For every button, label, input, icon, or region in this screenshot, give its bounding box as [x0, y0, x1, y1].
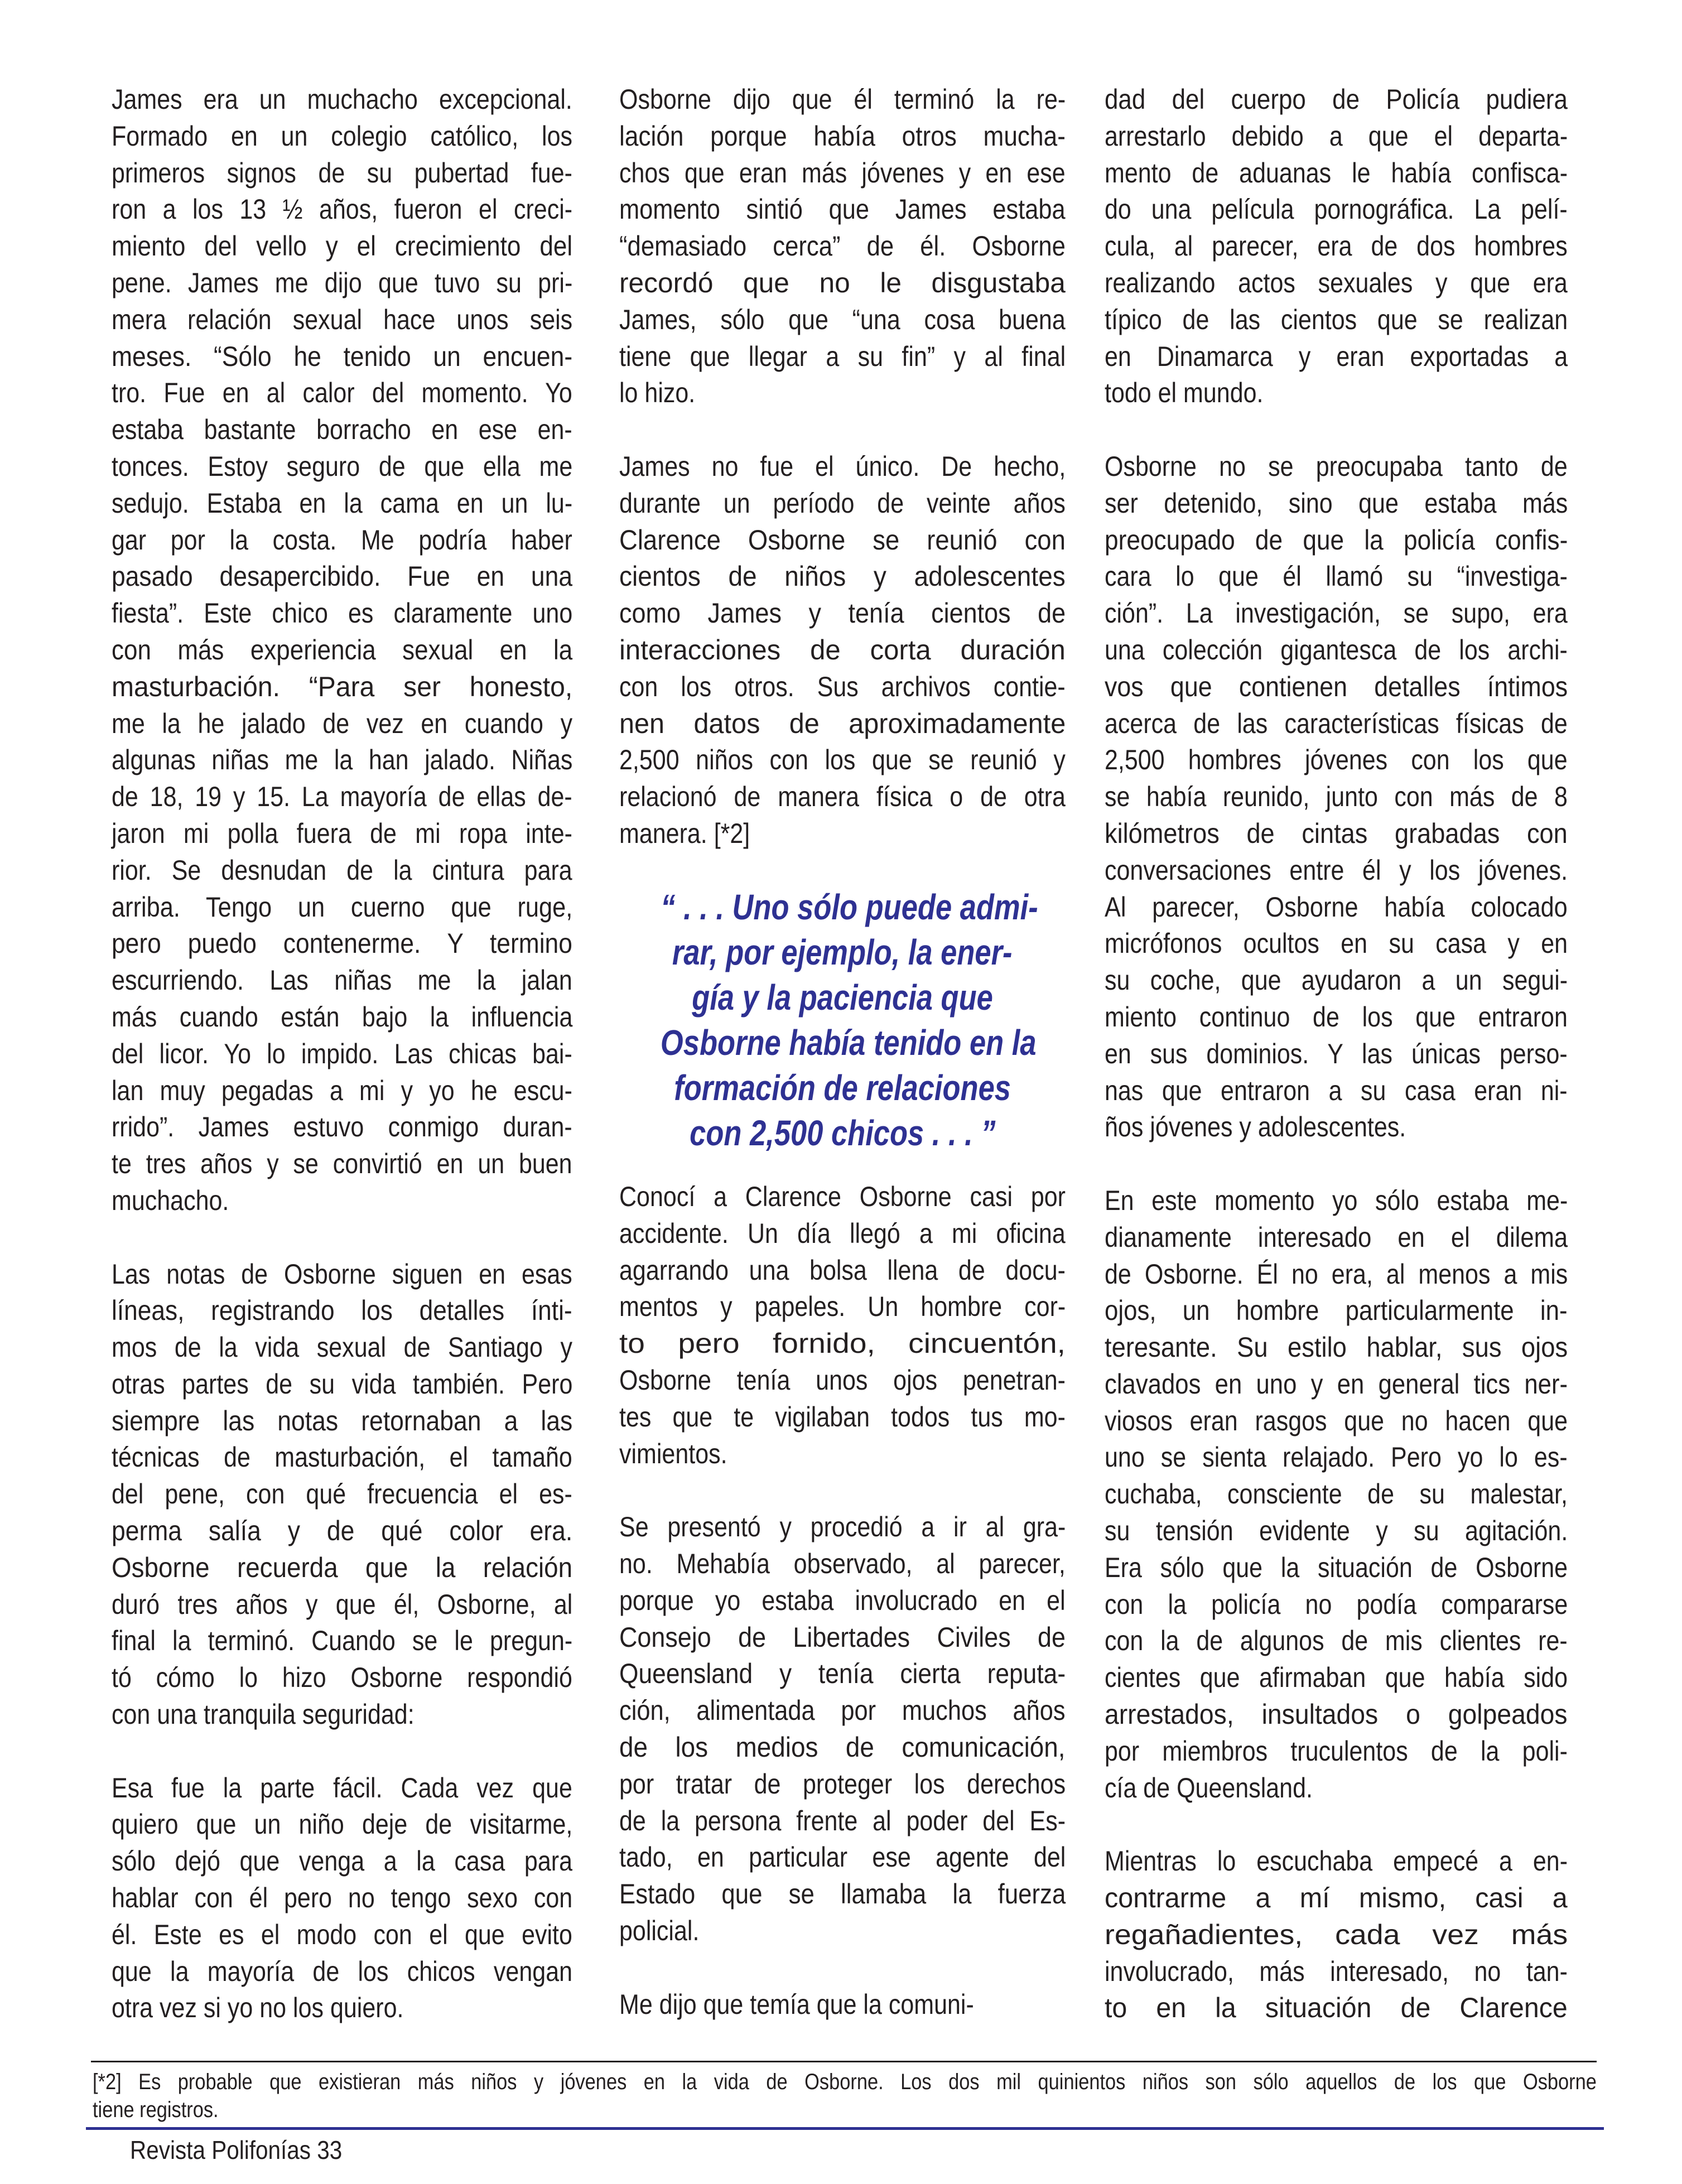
text-line: ojos, un hombre particularmente in- — [1105, 1295, 1568, 1327]
pull-quote-line — [619, 885, 1066, 930]
text-line: con la policía no podía compararse — [1105, 1588, 1568, 1620]
footer-publication-title: Revista Polifonías 33 — [130, 2135, 343, 2164]
paragraph — [112, 1256, 572, 1733]
text-line: otras partes de su vida también. Pero — [112, 1368, 573, 1400]
text-line: James era un muchacho excepcional. — [112, 84, 572, 115]
text-line: cula, al parecer, era de dos hombres — [1105, 230, 1568, 262]
text-line: miento continuo de los que entraron — [1105, 1001, 1568, 1033]
text-line: James, sólo que “una cosa buena — [619, 303, 1066, 335]
text-line: cientos de niños y adolescentes — [619, 561, 1066, 592]
text-line: su tensión evidente y su agitación. — [1105, 1515, 1568, 1547]
text-line: por tratar de proteger los derechos — [619, 1768, 1066, 1800]
column-1 — [112, 81, 572, 2064]
column-3 — [1105, 81, 1568, 2064]
text-line: como James y tenía cientos de — [619, 597, 1066, 629]
text-line: pero puedo contenerme. Y termino — [112, 928, 572, 960]
paragraph — [619, 1179, 1066, 1472]
pull-quote-line — [619, 1066, 1066, 1111]
text-line: viosos eran rasgos que no hacen que — [1105, 1405, 1568, 1436]
text-line: kilómetros de cintas grabadas con — [1105, 817, 1568, 849]
text-line: Las notas de Osborne siguen en esas — [112, 1258, 572, 1290]
pull-quote-line — [619, 1111, 1066, 1156]
text-line: dad del cuerpo de Policía pudiera — [1105, 84, 1568, 115]
text-line: miento del vello y el crecimiento del — [112, 230, 573, 262]
paragraph — [1105, 449, 1568, 1146]
text-line: Al parecer, Osborne había colocado — [1105, 891, 1568, 923]
column-2-continued — [619, 1179, 1066, 2060]
pull-quote — [619, 885, 1066, 1156]
text-line: En este momento yo sólo estaba me- — [1105, 1184, 1568, 1216]
text-line: Me dijo que temía que la comuni- — [619, 1988, 974, 2020]
text-line: preocupado de que la policía confis- — [1105, 524, 1568, 556]
text-line: en sus dominios. Y las únicas perso- — [1105, 1038, 1568, 1069]
text-line: con más experiencia sexual en la — [112, 634, 573, 666]
pull-quote-text: gía y la paciencia que — [692, 977, 993, 1018]
text-line: Esa fue la parte fácil. Cada vez que — [112, 1772, 572, 1804]
text-line: de los medios de comunicación, — [619, 1731, 1066, 1763]
text-line: sólo dejó que venga a la casa para — [112, 1845, 573, 1877]
text-line: Queensland y tenía cierta reputa- — [619, 1658, 1066, 1690]
text-line: tes que te vigilaban todos tus mo- — [619, 1401, 1066, 1433]
text-line: me la he jalado de vez en cuando y — [112, 707, 573, 739]
text-line: recordó que no le disgustaba — [619, 267, 1066, 298]
pull-quote-text: formación de relaciones — [674, 1068, 1011, 1108]
text-line: primeros signos de su pubertad fue- — [112, 157, 572, 189]
text-line: líneas, registrando los detalles ínti- — [112, 1295, 572, 1327]
text-line: del pene, con qué frecuencia el es- — [112, 1478, 572, 1510]
text-line: su coche, que ayudaron a un segui- — [1105, 965, 1568, 996]
footer-rule — [86, 2127, 1604, 2130]
text-line: con los otros. Sus archivos contie- — [619, 671, 1066, 702]
pull-quote-text: Osborne había tenido en la — [660, 1023, 1037, 1063]
text-line: James no fue el único. De hecho, — [619, 450, 1066, 482]
text-line: estaba bastante borracho en ese en- — [112, 414, 572, 446]
text-line: nen datos de aproximadamente — [619, 707, 1066, 739]
text-line: contrarme a mí mismo, casi a — [1105, 1882, 1568, 1914]
text-line: ción, alimentada por muchos años — [619, 1695, 1066, 1727]
text-line: meses. “Sólo he tenido un encuen- — [112, 340, 573, 372]
text-line: masturbación. “Para ser honesto, — [112, 671, 573, 702]
text-line: realizando actos sexuales y que era — [1105, 267, 1568, 298]
text-line: final la terminó. Cuando se le pregun- — [112, 1625, 573, 1657]
text-line: tonces. Estoy seguro de que ella me — [112, 450, 573, 482]
text-line: “demasiado cerca” de él. Osborne — [619, 230, 1066, 262]
text-line: él. Este es el modo con el que evito — [112, 1918, 572, 1950]
text-line: cientes que afirmaban que había sido — [1105, 1662, 1568, 1694]
pull-quote-text: rar, por ejemplo, la ener- — [672, 932, 1013, 972]
pull-quote-line — [619, 1020, 1066, 1066]
text-line: Formado en un colegio católico, los — [112, 120, 573, 152]
text-line: 2,500 niños con los que se reunió y — [619, 744, 1066, 776]
text-line: perma salía y de qué color era. — [112, 1515, 573, 1547]
footnote-separator-rule — [91, 2061, 1597, 2062]
text-line: cuchaba, consciente de su malestar, — [1105, 1478, 1568, 1510]
text-line: vimientos. — [619, 1438, 727, 1469]
text-line: relacionó de manera física o de otra — [619, 781, 1066, 813]
text-line: micrófonos ocultos en su casa y en — [1105, 928, 1568, 960]
text-line: pene. James me dijo que tuvo su pri- — [112, 267, 573, 298]
text-line: Osborne dijo que él terminó la re- — [619, 84, 1066, 115]
text-line: manera. [*2] — [619, 817, 750, 849]
text-line: jaron mi polla fuera de mi ropa inte- — [112, 817, 572, 849]
text-line: de la persona frente al poder del Es- — [619, 1805, 1066, 1836]
text-line: regañadientes, cada vez más — [1105, 1918, 1568, 1950]
text-line: accidente. Un día llegó a mi oficina — [619, 1217, 1066, 1249]
text-line: cía de Queensland. — [1105, 1772, 1313, 1804]
text-line: arrestados, insultados o golpeados — [1105, 1699, 1568, 1730]
text-line: otra vez si yo no los quiero. — [112, 1992, 404, 2024]
text-line: mera relación sexual hace unos seis — [112, 303, 573, 335]
text-line: lo hizo. — [619, 377, 696, 409]
text-line: durante un período de veinte años — [619, 487, 1066, 519]
text-line: uno se sienta relajado. Pero yo lo es- — [1105, 1441, 1568, 1473]
text-line: una colección gigantesca de los archi- — [1105, 634, 1568, 666]
text-line: acerca de las características físicas de — [1105, 707, 1568, 739]
text-line: Se presentó y procedió a ir al gra- — [619, 1511, 1066, 1543]
text-line: policial. — [619, 1915, 700, 1946]
text-line: chos que eran más jóvenes y en ese — [619, 157, 1066, 189]
footnote-line: tiene registros. — [93, 2098, 219, 2122]
paragraph — [1105, 1183, 1568, 1807]
text-line: interacciones de corta duración — [619, 634, 1066, 666]
text-line: momento sintió que James estaba — [619, 194, 1066, 225]
text-line: hablar con él pero no tengo sexo con — [112, 1882, 573, 1914]
text-line: involucrado, más interesado, no tan- — [1105, 1955, 1568, 1987]
footnote — [93, 2068, 1597, 2124]
text-line: teresante. Su estilo hablar, sus ojos — [1105, 1332, 1568, 1363]
text-line: agarrando una bolsa llena de docu- — [619, 1254, 1066, 1286]
text-line: dianamente interesado en el dilema — [1105, 1221, 1568, 1253]
text-line: más cuando están bajo la influencia — [112, 1001, 573, 1033]
text-line: Osborne recuerda que la relación — [112, 1551, 573, 1583]
text-line: arrestarlo debido a que el departa- — [1105, 120, 1568, 152]
text-line: cara lo que él llamó su “investiga- — [1105, 561, 1568, 592]
text-line: lación porque había otros mucha- — [619, 120, 1066, 152]
text-line: conversaciones entre él y los jóvenes. — [1105, 854, 1568, 886]
text-line: muchacho. — [112, 1184, 229, 1216]
pull-quote-text: “ . . . Uno sólo puede admi- — [661, 887, 1038, 927]
text-line: mento de aduanas le había confisca- — [1105, 157, 1568, 189]
paragraph — [1105, 1843, 1568, 2027]
column-2 — [619, 81, 1066, 889]
text-line: quiero que un niño deje de visitarme, — [112, 1809, 573, 1840]
text-line: ción”. La investigación, se supo, era — [1105, 597, 1568, 629]
text-line: del licor. Yo lo impido. Las chicas bai- — [112, 1038, 572, 1069]
text-line: arriba. Tengo un cuerno que ruge, — [112, 891, 573, 923]
text-line: lan muy pegadas a mi y yo he escu- — [112, 1074, 572, 1106]
text-line: Estado que se llamaba la fuerza — [619, 1878, 1066, 1910]
text-line: Osborne tenía unos ojos penetran- — [619, 1364, 1066, 1396]
text-line: rior. Se desnudan de la cintura para — [112, 854, 572, 886]
text-line: que la mayoría de los chicos vengan — [112, 1955, 573, 1987]
text-line: siempre las notas retornaban a las — [112, 1405, 573, 1436]
text-line: pasado desapercibido. Fue en una — [112, 561, 573, 592]
paragraph — [112, 1770, 572, 2027]
text-line: Era sólo que la situación de Osborne — [1105, 1551, 1568, 1583]
text-line: ser detenido, sino que estaba más — [1105, 487, 1568, 519]
text-line: tro. Fue en al calor del momento. Yo — [112, 377, 572, 409]
text-line: algunas niñas me la han jalado. Niñas — [112, 744, 573, 776]
text-line: rrido”. James estuvo conmigo duran- — [112, 1111, 572, 1143]
text-line: de Osborne. Él no era, al menos a mis — [1105, 1258, 1568, 1290]
paragraph — [619, 81, 1066, 412]
text-line: Conocí a Clarence Osborne casi por — [619, 1181, 1066, 1212]
text-line: todo el mundo. — [1105, 377, 1264, 409]
text-line: clavados en uno y en general tics ner- — [1105, 1368, 1568, 1400]
text-line: mentos y papeles. Un hombre cor- — [619, 1291, 1066, 1323]
text-line: no. Mehabía observado, al parecer, — [619, 1547, 1066, 1579]
text-line: tó cómo lo hizo Osborne respondió — [112, 1662, 572, 1694]
text-line: gar por la costa. Me podría haber — [112, 524, 572, 556]
text-line: por miembros truculentos de la poli- — [1105, 1735, 1568, 1767]
text-line: tiene que llegar a su fin” y al final — [619, 340, 1066, 372]
text-line: típico de las cientos que se realizan — [1105, 303, 1568, 335]
text-line: ños jóvenes y adolescentes. — [1105, 1111, 1406, 1143]
text-line: se había reunido, junto con más de 8 — [1105, 781, 1568, 813]
text-line: de 18, 19 y 15. La mayoría de ellas de- — [112, 781, 572, 813]
text-line: duró tres años y que él, Osborne, al — [112, 1588, 573, 1620]
text-line: to en la situación de Clarence — [1105, 1992, 1568, 2024]
text-line: te tres años y se convirtió en un buen — [112, 1148, 572, 1180]
text-line: do una película pornográfica. La pelí- — [1105, 194, 1568, 225]
footnote-line: [*2] Es probable que existieran más niños y jóvenes en la vida de Osborne. Los dos mil quinientos niños son sólo aquellos de los que Osborne — [93, 2070, 1597, 2094]
text-line: con una tranquila seguridad: — [112, 1699, 415, 1730]
paragraph — [619, 1509, 1066, 1950]
pull-quote-line — [619, 930, 1066, 975]
text-line: vos que contienen detalles íntimos — [1105, 671, 1568, 702]
text-line: nas que entraron a su casa eran ni- — [1105, 1074, 1568, 1106]
pull-quote-line — [619, 975, 1066, 1020]
text-line: 2,500 hombres jóvenes con los que — [1105, 744, 1568, 776]
text-line: mos de la vida sexual de Santiago y — [112, 1332, 572, 1363]
text-line: escurriendo. Las niñas me la jalan — [112, 965, 572, 996]
text-line: ron a los 13 ½ años, fueron el creci- — [112, 194, 573, 225]
text-line: Mientras lo escuchaba empecé a en- — [1105, 1845, 1568, 1877]
pull-quote-text: con 2,500 chicos . . . ” — [689, 1113, 996, 1153]
text-line: tado, en particular ese agente del — [619, 1841, 1066, 1873]
text-line: to pero fornido, cincuentón, — [619, 1328, 1066, 1359]
text-line: con la de algunos de mis clientes re- — [1105, 1625, 1568, 1657]
text-line: Osborne no se preocupaba tanto de — [1105, 450, 1568, 482]
text-line: Clarence Osborne se reunió con — [619, 524, 1066, 556]
text-line: Consejo de Libertades Civiles de — [619, 1621, 1066, 1653]
text-line: sedujo. Estaba en la cama en un lu- — [112, 487, 573, 519]
paragraph — [112, 81, 572, 1219]
paragraph — [1105, 81, 1568, 412]
text-line: porque yo estaba involucrado en el — [619, 1584, 1066, 1616]
text-line: fiesta”. Este chico es claramente uno — [112, 597, 573, 629]
paragraph — [619, 449, 1066, 852]
paragraph — [619, 1987, 1066, 2023]
text-line: técnicas de masturbación, el tamaño — [112, 1441, 572, 1473]
text-line: en Dinamarca y eran exportadas a — [1105, 340, 1568, 372]
